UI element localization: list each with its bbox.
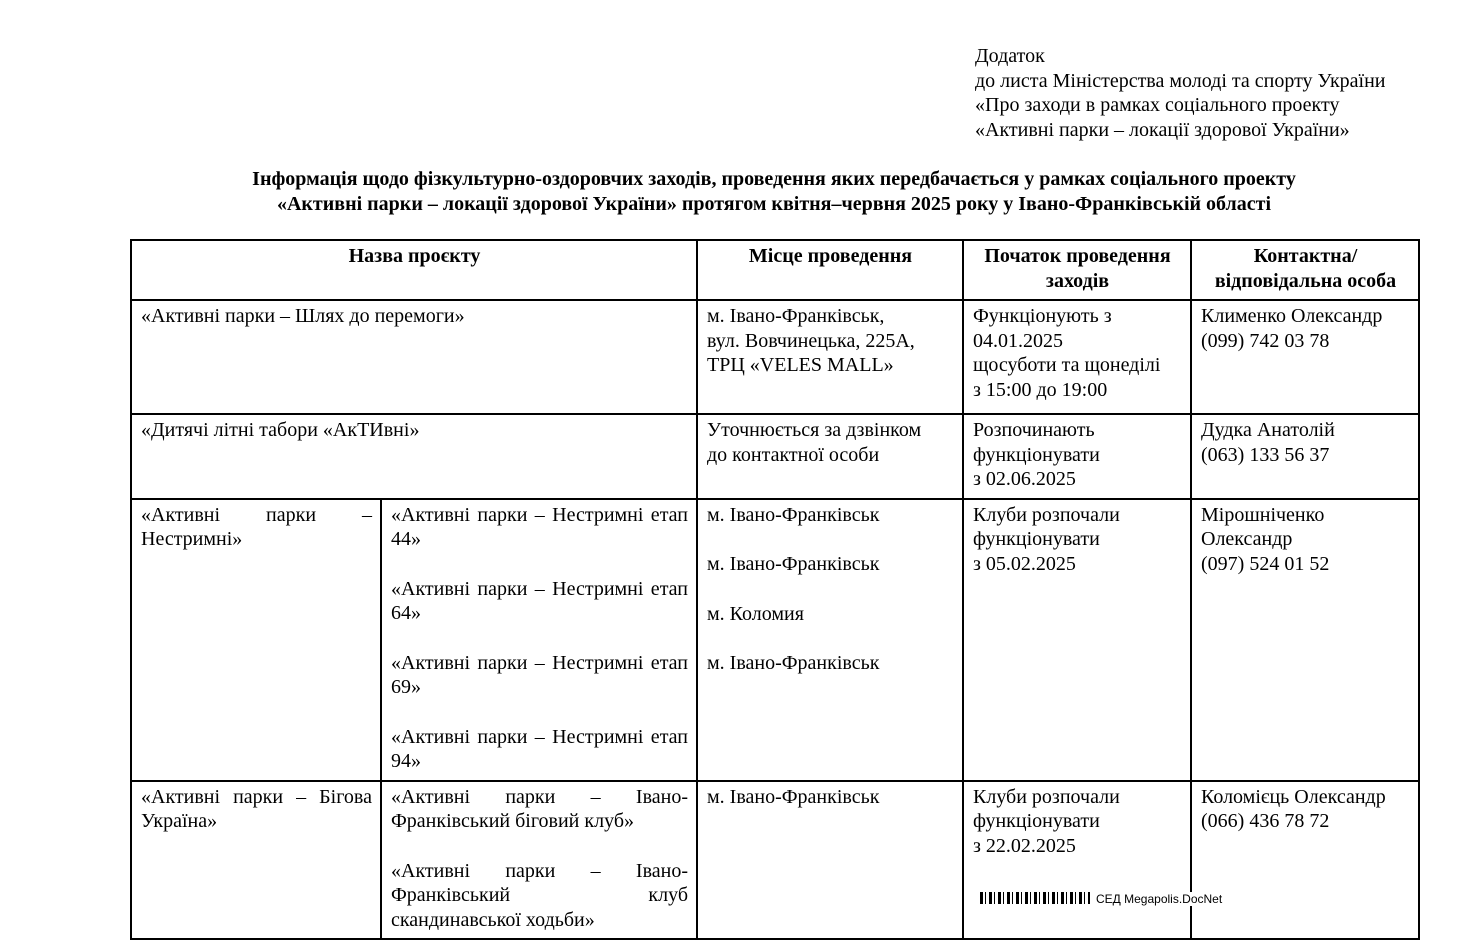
place-line: м. Івано-Франківськ,	[707, 305, 885, 327]
start-line: з 22.02.2025	[973, 834, 1076, 857]
addendum-line: до листа Міністерства молоді та спорту України	[975, 69, 1386, 92]
start-cell	[963, 300, 1191, 414]
addendum-line: «Про заходи в рамках соціального проекту	[975, 94, 1340, 116]
place-line: м. Івано-Франківськ	[707, 785, 880, 808]
events-table	[130, 239, 1420, 940]
contact-name: Дудка Анатолій	[1201, 419, 1335, 441]
contact-phone: (063) 133 56 37	[1201, 443, 1330, 466]
addendum-line: «Активні парки – локації здорової України»	[975, 118, 1350, 141]
title-line: «Активні парки – локації здорової України» протягом квітня–червня 2025 року у Івано-Франківській області	[276, 192, 1272, 215]
start-line: з 05.02.2025	[973, 552, 1076, 575]
project-name-cell: «Активні парки – Нестримні»	[131, 499, 381, 781]
contact-name: Мірошніченко	[1201, 503, 1325, 526]
start-line: Клуби розпочали	[973, 785, 1120, 808]
project-name-cell: «Активні парки – Шлях до перемоги»	[131, 300, 697, 414]
start-line: функціонувати	[973, 443, 1100, 466]
start-line: Розпочинають	[973, 419, 1095, 441]
contact-cell	[1191, 781, 1419, 940]
addendum-line: Додаток	[975, 45, 1045, 67]
subproject-name: «Активні парки – Івано-Франківський біговий клуб»	[391, 785, 688, 832]
place-line: ТРЦ «VELES MALL»	[707, 354, 894, 376]
contact-phone: (099) 742 03 78	[1201, 329, 1330, 352]
barcode-icon	[980, 892, 1090, 904]
subproject-name: «Активні парки – Нестримні етап 44»	[391, 503, 688, 550]
place-line: Уточнюється за дзвінком	[707, 419, 922, 441]
place-line: м. Коломия	[707, 602, 804, 625]
start-line: функціонувати	[973, 528, 1100, 550]
subproject-name: «Активні парки – Нестримні етап 94»	[391, 725, 688, 772]
header-place: Місце проведення	[697, 240, 963, 300]
place-line: м. Івано-Франківськ	[707, 652, 880, 674]
header-contact: Контактна/відповідальна особа	[1191, 240, 1419, 300]
project-name-cell: «Активні парки – Бігова Україна»	[131, 781, 381, 940]
title-line: Інформація щодо фізкультурно-оздоровчих заходів, проведення яких передбачається у рамках соціального проекту	[252, 168, 1296, 190]
subproject-name: «Активні парки – Нестримні етап 64»	[391, 577, 688, 624]
place-line: до контактної особи	[707, 443, 880, 466]
stamp-text: СЕД Megapolis.DocNet	[1096, 892, 1223, 906]
start-line: щосуботи та щонеділі	[973, 354, 1161, 376]
table-row	[131, 781, 1419, 940]
start-line: Клуби розпочали	[973, 503, 1120, 526]
place-cell	[697, 300, 963, 414]
start-cell	[963, 499, 1191, 781]
start-line: Функціонують з	[973, 305, 1112, 327]
start-line: з 02.06.2025	[973, 468, 1076, 490]
table-row	[131, 414, 1419, 499]
contact-phone: (097) 524 01 52	[1201, 552, 1330, 575]
table-row	[131, 499, 1419, 781]
place-cell	[697, 781, 963, 940]
start-line: функціонувати	[973, 810, 1100, 832]
document-stamp	[980, 892, 1226, 906]
start-cell	[963, 781, 1191, 940]
subprojects-cell	[381, 499, 697, 781]
start-cell	[963, 414, 1191, 499]
contact-name: Клименко Олександр	[1201, 305, 1383, 327]
subprojects-cell	[381, 781, 697, 940]
contact-cell	[1191, 499, 1419, 781]
contact-cell	[1191, 414, 1419, 499]
header-start: Початок проведення заходів	[963, 240, 1191, 300]
place-line: м. Івано-Франківськ	[707, 503, 880, 526]
table-header-row	[131, 240, 1419, 300]
start-line: 04.01.2025	[973, 329, 1063, 352]
contact-cell	[1191, 300, 1419, 414]
addendum-block	[975, 44, 1386, 142]
contact-phone: (066) 436 78 72	[1201, 810, 1330, 832]
place-cell	[697, 414, 963, 499]
start-line: з 15:00 до 19:00	[973, 378, 1108, 401]
contact-name: Коломієць Олександр	[1201, 785, 1386, 808]
project-name-cell: «Дитячі літні табори «АкТИвні»	[131, 414, 697, 499]
subproject-name: «Активні парки – Нестримні етап 69»	[391, 651, 688, 698]
place-line: вул. Вовчинецька, 225А,	[707, 329, 915, 352]
place-line: м. Івано-Франківськ	[707, 553, 880, 575]
subproject-name: «Активні парки – Івано-Франківський клуб скандинавської ходьби»	[391, 859, 688, 931]
place-cell	[697, 499, 963, 781]
document-title	[130, 167, 1418, 216]
table-row	[131, 300, 1419, 414]
contact-name: Олександр	[1201, 528, 1293, 550]
header-project-name: Назва проєкту	[131, 240, 697, 300]
